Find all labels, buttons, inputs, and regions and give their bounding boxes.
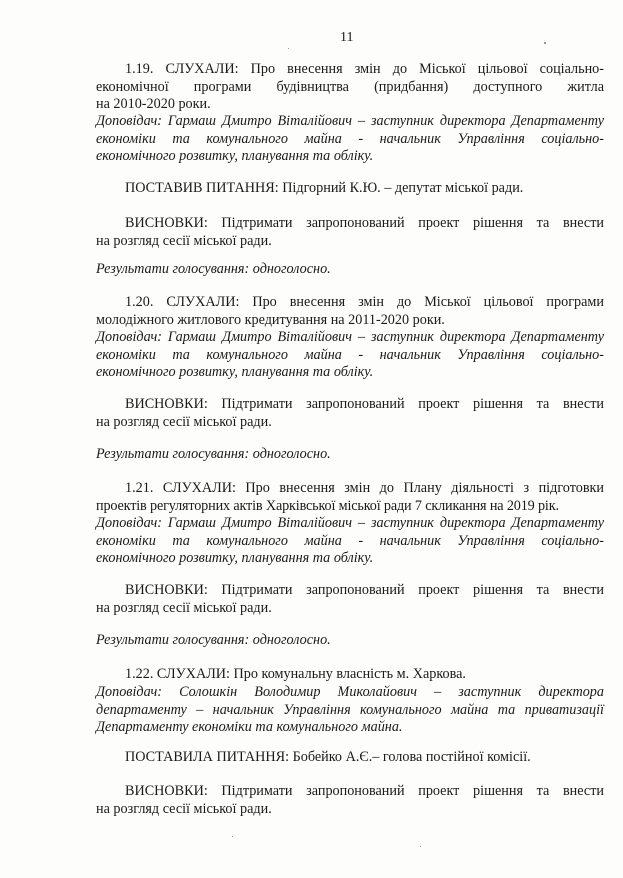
item-1-20-conclusion: ВИСНОВКИ: Підтримати запропонований проект рішення та внести на розгляд сесії міської ради. xyxy=(96,396,604,430)
item-1-19-raised-by: ПОСТАВИВ ПИТАННЯ: Підгорний К.Ю. – депутат міської ради. xyxy=(125,180,524,196)
item-1-21-heard: 1.21. СЛУХАЛИ: Про внесення змін до Плану діяльності з підготовки проектів регуляторних актів Харківської міської ради 7 скликання на 2019 рік. xyxy=(96,480,604,514)
scan-speck xyxy=(232,836,233,837)
item-1-19-speaker: Доповідач: Гармаш Дмитро Віталійович – заступник директора Департаменту економіки та комунального майна - начальник Управління соціально- економічного розвитку, планування та обліку. xyxy=(96,113,604,165)
item-1-22-raised-by: ПОСТАВИЛА ПИТАННЯ: Бобейко А.Є.– голова постійної комісії. xyxy=(125,749,531,765)
item-1-21-vote: Результати голосування: одноголосно. xyxy=(96,632,331,648)
item-1-20-speaker: Доповідач: Гармаш Дмитро Віталійович – заступник директора Департаменту економіки та комунального майна - начальник Управління соціально- економічного розвитку, планування та обліку. xyxy=(96,329,604,381)
item-1-19-conclusion: ВИСНОВКИ: Підтримати запропонований проект рішення та внести на розгляд сесії міської ради. xyxy=(96,215,604,249)
item-1-20-vote: Результати голосування: одноголосно. xyxy=(96,446,331,462)
item-1-21-conclusion: ВИСНОВКИ: Підтримати запропонований проект рішення та внести на розгляд сесії міської ради. xyxy=(96,582,604,616)
scan-speck xyxy=(288,48,289,49)
scan-speck xyxy=(544,42,546,44)
item-1-21-speaker: Доповідач: Гармаш Дмитро Віталійович – заступник директора Департаменту економіки та комунального майна - начальник Управління соціально- економічного розвитку, планування та обліку. xyxy=(96,515,604,567)
document-page xyxy=(96,0,604,878)
item-1-19-vote: Результати голосування: одноголосно. xyxy=(96,261,331,277)
item-1-19-heard: 1.19. СЛУХАЛИ: Про внесення змін до Міської цільової соціально- економічної програми будівництва (придбання) доступного житла на 2010-2020 роки. xyxy=(96,61,604,113)
item-1-20-heard: 1.20. СЛУХАЛИ: Про внесення змін до Міської цільової програми молодіжного житлового кредитування на 2011-2020 роки. xyxy=(96,294,604,328)
item-1-22-speaker: Доповідач: Солошкін Володимир Миколайович – заступник директора департаменту – начальник Управління комунального майна та приватизації Департаменту економіки та комунального майна. xyxy=(96,684,604,736)
item-1-22-conclusion: ВИСНОВКИ: Підтримати запропонований проект рішення та внести на розгляд сесії міської ради. xyxy=(96,783,604,817)
item-1-22-heard: 1.22. СЛУХАЛИ: Про комунальну власність м. Харкова. xyxy=(125,666,466,682)
page-number: 11 xyxy=(340,30,354,45)
scan-speck xyxy=(420,846,421,847)
